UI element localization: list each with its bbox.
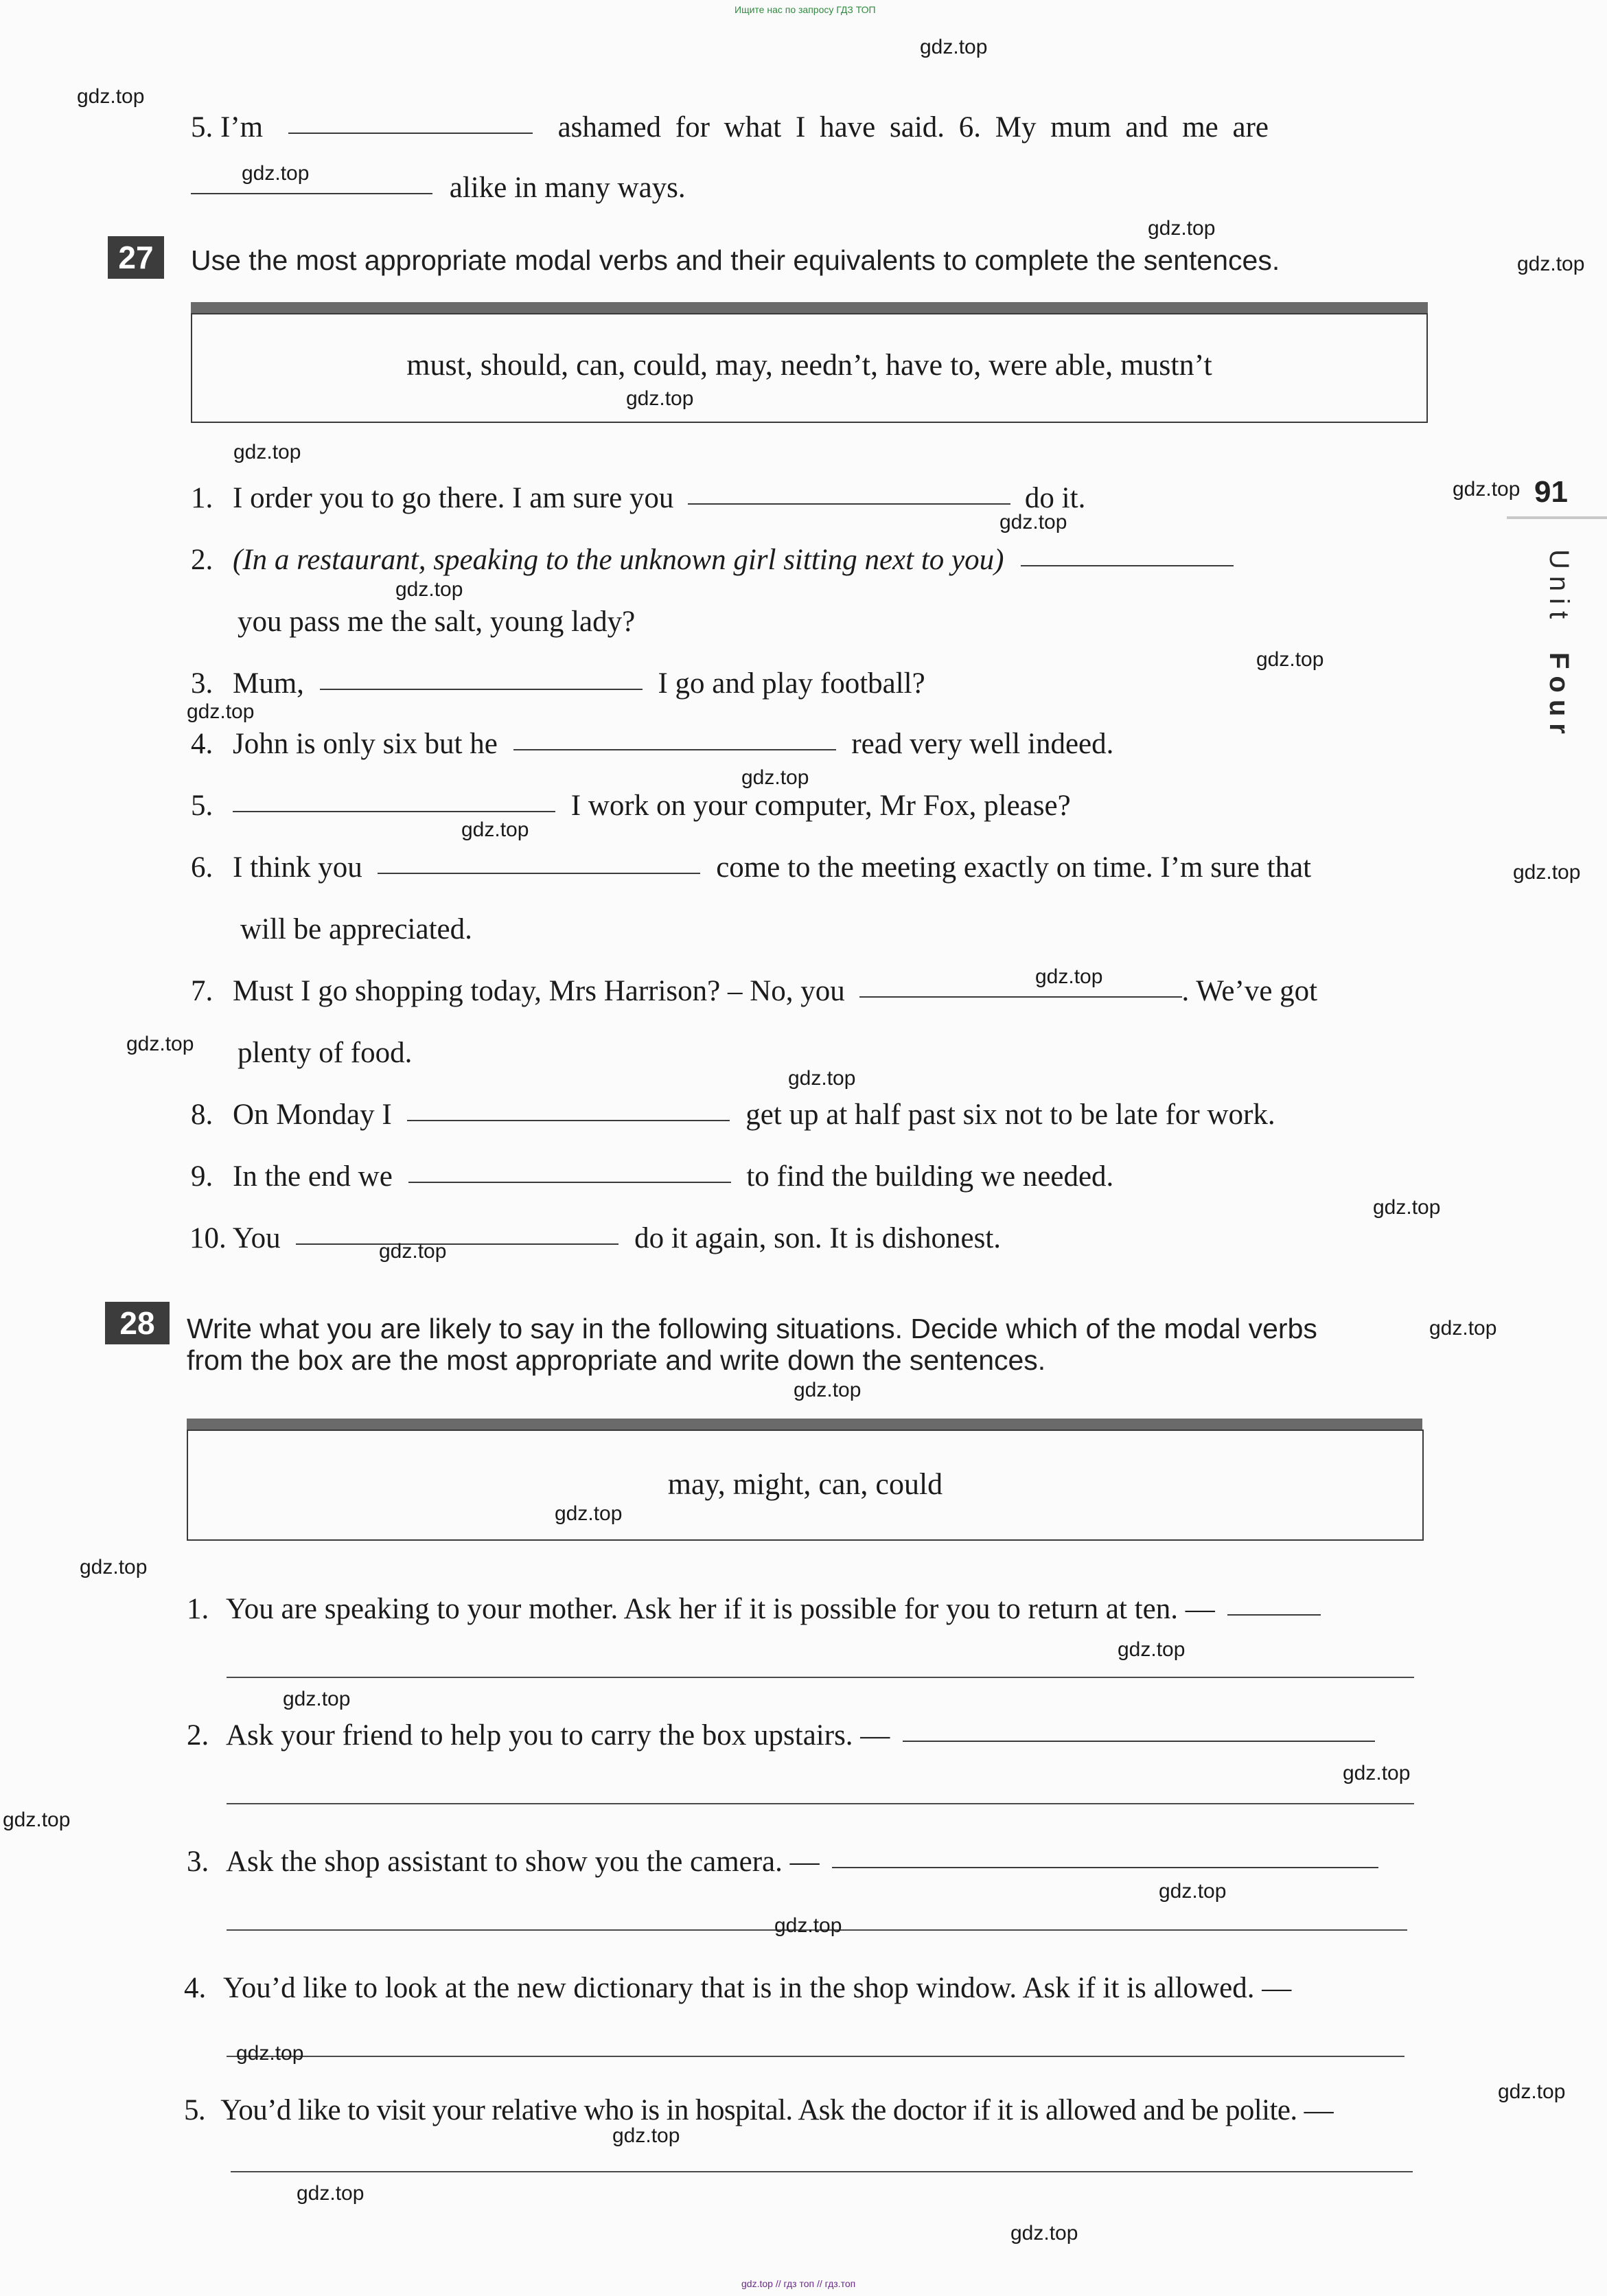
prev-line-1-end: ashamed for what I have said. 6. My mum and me are xyxy=(557,111,1269,144)
top-note: Ищите нас по запросу ГДЗ ТОП xyxy=(735,4,876,15)
exercise-27-number: 27 xyxy=(108,236,164,279)
watermark: gdz.top xyxy=(1498,2080,1566,2103)
watermark: gdz.top xyxy=(1035,965,1103,988)
ex27-item-1-text-b: do it. xyxy=(1024,482,1086,514)
ex28-item-2-number: 2. xyxy=(187,1719,209,1752)
ex28-item-1-answer-line[interactable] xyxy=(227,1677,1414,1678)
ex28-item-5-answer-line[interactable] xyxy=(231,2171,1413,2172)
ex27-item-2 xyxy=(191,545,1234,575)
watermark: gdz.top xyxy=(187,700,255,723)
side-tab-number: Four xyxy=(1544,652,1574,741)
ex28-item-4 xyxy=(184,1973,1291,2003)
watermark: gdz.top xyxy=(920,36,988,58)
ex27-item-6-line2: will be appreciated. xyxy=(240,913,472,945)
ex27-item-8 xyxy=(191,1100,1275,1129)
ex27-item-2-situation: (In a restaurant, speaking to the unknown girl sitting next to you) xyxy=(233,544,1004,576)
ex27-item-4-number: 4. xyxy=(191,728,213,760)
prev-blank-5[interactable] xyxy=(288,133,533,134)
watermark: gdz.top xyxy=(999,511,1067,533)
ex27-item-4-blank[interactable] xyxy=(513,749,836,750)
watermark: gdz.top xyxy=(233,441,301,463)
ex27-item-5-text-b: I work on your computer, Mr Fox, please? xyxy=(570,790,1071,822)
watermark: gdz.top xyxy=(741,766,809,789)
exercise-28-word-box xyxy=(187,1430,1424,1541)
watermark: gdz.top xyxy=(1118,1638,1186,1661)
ex27-item-7-number: 7. xyxy=(191,975,213,1007)
watermark: gdz.top xyxy=(242,162,310,185)
ex28-item-3 xyxy=(187,1847,1378,1876)
prev-blank-6[interactable] xyxy=(191,193,432,194)
watermark: gdz.top xyxy=(1453,478,1521,501)
ex27-item-2-line2: you pass me the salt, young lady? xyxy=(238,606,636,638)
ex27-item-3-blank[interactable] xyxy=(320,689,643,690)
ex28-item-2-answer-line[interactable] xyxy=(227,1803,1414,1804)
ex27-item-6 xyxy=(191,853,1311,882)
exercise-28-instruction-line-1: Write what you are likely to say in the following situations. Decide which of the modal verbs xyxy=(187,1313,1317,1344)
ex27-item-8-blank[interactable] xyxy=(407,1120,730,1121)
exercise-27-word-list: must, should, can, could, may, needn’t, have to, were able, mustn’t xyxy=(406,348,1212,382)
ex27-item-3-text-b: I go and play football? xyxy=(658,667,925,700)
ex28-item-4-number: 4. xyxy=(184,1972,207,2004)
ex28-item-3-number: 3. xyxy=(187,1846,209,1878)
ex27-item-10-number: 10. xyxy=(189,1222,227,1254)
watermark: gdz.top xyxy=(283,1688,351,1710)
ex27-item-6-number: 6. xyxy=(191,851,213,884)
exercise-27-instruction: Use the most appropriate modal verbs and their equivalents to complete the sentences. xyxy=(191,244,1280,276)
watermark: gdz.top xyxy=(1256,648,1324,671)
exercise-27-box-bar xyxy=(191,302,1428,313)
ex27-item-3 xyxy=(191,669,925,698)
ex27-item-6-text-a: I think you xyxy=(233,851,362,884)
watermark: gdz.top xyxy=(788,1067,856,1090)
watermark: gdz.top xyxy=(1513,861,1581,884)
watermark: gdz.top xyxy=(379,1240,447,1263)
watermark: gdz.top xyxy=(395,578,463,601)
page-number-rule xyxy=(1507,516,1607,519)
ex27-item-2-blank[interactable] xyxy=(1021,565,1234,566)
watermark: gdz.top xyxy=(1429,1317,1497,1340)
watermark: gdz.top xyxy=(3,1809,71,1831)
ex27-item-7-blank[interactable] xyxy=(859,996,1182,998)
page-number: 91 xyxy=(1534,475,1568,509)
ex27-item-7 xyxy=(191,976,1317,1006)
watermark: gdz.top xyxy=(626,387,694,410)
exercise-28-box-bar xyxy=(187,1419,1422,1430)
ex28-item-1 xyxy=(187,1594,1321,1624)
ex27-item-4-text-a: John is only six but he xyxy=(233,728,498,760)
side-tab-unit: Unit xyxy=(1544,549,1574,626)
ex28-item-1-blank-inline[interactable] xyxy=(1227,1614,1321,1616)
ex27-item-9-blank[interactable] xyxy=(408,1182,731,1183)
ex27-item-10-blank[interactable] xyxy=(296,1243,618,1245)
ex27-item-1-number: 1. xyxy=(191,482,213,514)
watermark: gdz.top xyxy=(236,2042,304,2065)
ex27-item-8-number: 8. xyxy=(191,1099,213,1131)
ex27-item-4-text-b: read very well indeed. xyxy=(851,728,1114,760)
exercise-28-instruction-line-2: from the box are the most appropriate and write down the sentences. xyxy=(187,1344,1046,1376)
exercise-28-word-list: may, might, can, could xyxy=(667,1467,943,1501)
ex28-item-4-answer-line[interactable] xyxy=(227,2056,1404,2057)
watermark: gdz.top xyxy=(126,1033,194,1055)
exercise-28-number: 28 xyxy=(105,1302,170,1344)
ex27-item-3-number: 3. xyxy=(191,667,213,700)
ex27-item-7-text-b: . We’ve got xyxy=(1181,975,1318,1007)
watermark: gdz.top xyxy=(612,2124,680,2147)
watermark: gdz.top xyxy=(555,1502,623,1525)
watermark: gdz.top xyxy=(1517,253,1585,275)
exercise-27-word-box xyxy=(191,313,1428,423)
ex27-item-9 xyxy=(191,1162,1113,1191)
watermark: gdz.top xyxy=(794,1379,862,1401)
ex27-item-10-text-a: You xyxy=(232,1222,281,1254)
ex27-item-5 xyxy=(191,791,1071,820)
watermark: gdz.top xyxy=(1159,1880,1227,1903)
ex27-item-5-blank[interactable] xyxy=(233,811,555,812)
prev-line-2-end: alike in many ways. xyxy=(449,172,686,204)
ex27-item-1 xyxy=(191,483,1085,513)
ex28-item-2-text: Ask your friend to help you to carry the box upstairs. — xyxy=(226,1719,890,1752)
ex27-item-6-blank[interactable] xyxy=(378,873,700,874)
ex28-item-1-text: You are speaking to your mother. Ask her if it is possible for you to return at ten. — xyxy=(226,1593,1215,1625)
ex27-item-2-number: 2. xyxy=(191,544,213,576)
watermark: gdz.top xyxy=(461,818,529,841)
ex27-item-8-text-b: get up at half past six not to be late for work. xyxy=(745,1099,1275,1131)
watermark: gdz.top xyxy=(1010,2222,1078,2245)
ex27-item-3-text-a: Mum, xyxy=(233,667,304,700)
ex27-item-6-text-b: come to the meeting exactly on time. I’m sure that xyxy=(716,851,1312,884)
watermark: gdz.top xyxy=(80,1556,148,1578)
watermark: gdz.top xyxy=(77,85,145,108)
ex27-item-5-number: 5. xyxy=(191,790,213,822)
ex27-item-9-number: 9. xyxy=(191,1160,213,1193)
watermark: gdz.top xyxy=(774,1914,842,1937)
ex28-item-1-number: 1. xyxy=(187,1593,209,1625)
ex28-item-2 xyxy=(187,1721,1375,1750)
watermark: gdz.top xyxy=(1343,1762,1411,1784)
ex27-item-10 xyxy=(189,1224,1001,1253)
ex28-item-5-number: 5. xyxy=(184,2094,206,2126)
ex28-item-2-blank-inline[interactable] xyxy=(903,1741,1375,1742)
watermark: gdz.top xyxy=(1148,217,1216,240)
ex27-item-4 xyxy=(191,729,1113,759)
ex27-item-10-text-b: do it again, son. It is dishonest. xyxy=(634,1222,1002,1254)
ex27-item-1-text-a: I order you to go there. I am sure you xyxy=(233,482,674,514)
ex27-item-9-text-b: to find the building we needed. xyxy=(746,1160,1114,1193)
ex28-item-4-text: You’d like to look at the new dictionary that is in the shop window. Ask if it is allowed. — xyxy=(223,1972,1292,2004)
ex28-item-3-text: Ask the shop assistant to show you the camera. — xyxy=(226,1846,820,1878)
ex28-item-5-text: You’d like to visit your relative who is in hospital. Ask the doctor if it is allowed and be polite. — xyxy=(220,2094,1334,2126)
bottom-note: gdz.top // гдз топ // гдз.топ xyxy=(741,2278,856,2289)
ex27-item-7-line2: plenty of food. xyxy=(238,1037,413,1069)
watermark: gdz.top xyxy=(297,2182,365,2205)
prev-line-1-start: 5. I’m xyxy=(191,111,264,144)
watermark: gdz.top xyxy=(1373,1196,1441,1219)
ex28-item-5 xyxy=(184,2096,1333,2125)
prev-line-1 xyxy=(191,113,1269,142)
ex27-item-1-blank[interactable] xyxy=(688,503,1010,505)
ex28-item-3-blank-inline[interactable] xyxy=(832,1867,1378,1868)
ex27-item-9-text-a: In the end we xyxy=(233,1160,393,1193)
ex27-item-7-text-a: Must I go shopping today, Mrs Harrison? – No, you xyxy=(233,975,845,1007)
ex27-item-8-text-a: On Monday I xyxy=(233,1099,392,1131)
